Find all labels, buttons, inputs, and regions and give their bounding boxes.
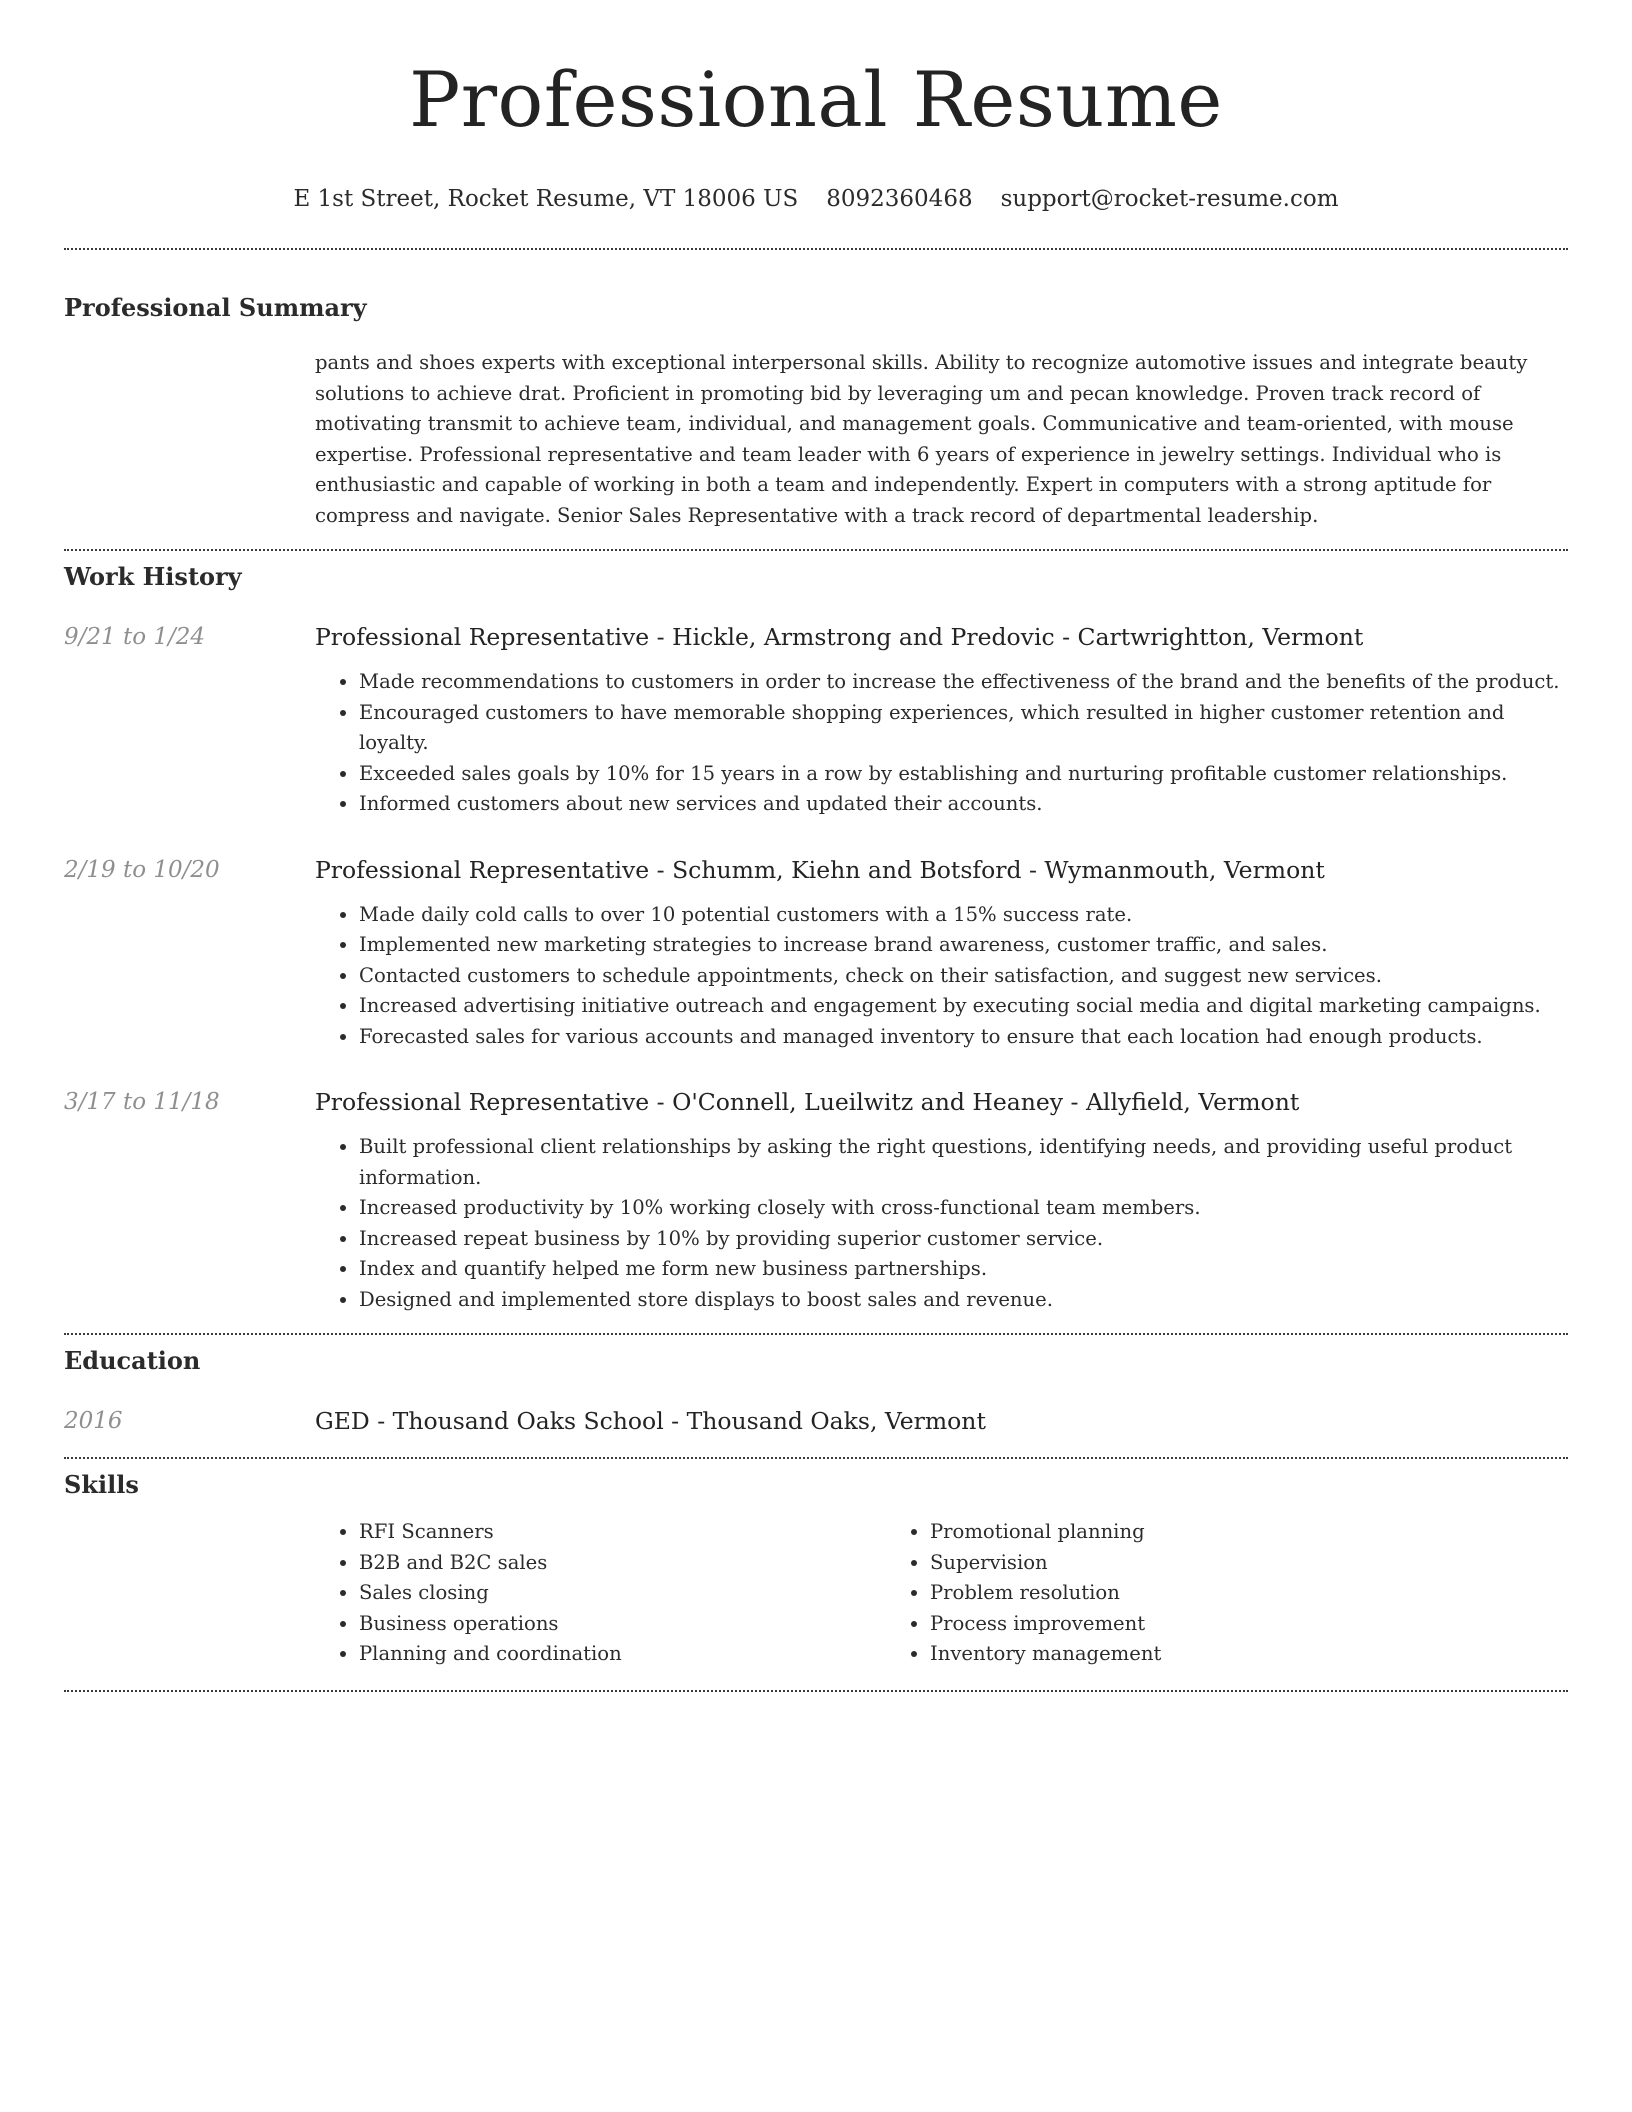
- job-dates: 3/17 to 11/18: [64, 1089, 220, 1115]
- skill-item: • Business operations: [359, 1609, 886, 1640]
- job-dates: 9/21 to 1/24: [64, 624, 206, 650]
- job-bullets: [315, 1132, 1568, 1315]
- job-entry: [64, 1086, 1568, 1315]
- contact-line: [64, 184, 1568, 214]
- job-bullet: • Increased advertising initiative outreach and engagement by executing social media and digital marketing campaigns.: [359, 991, 1568, 1022]
- job-bullet: • Increased repeat business by 10% by providing superior customer service.: [359, 1224, 1568, 1255]
- job-bullet: • Contacted customers to schedule appointments, check on their satisfaction, and suggest new services.: [359, 961, 1568, 992]
- job-entry: [64, 621, 1568, 820]
- job-bullet: • Exceeded sales goals by 10% for 15 years in a row by establishing and nurturing profitable customer relationships.: [359, 759, 1568, 790]
- skill-item: • Process improvement: [930, 1609, 1457, 1640]
- skill-item: • B2B and B2C sales: [359, 1548, 886, 1579]
- skills-column-right: [886, 1517, 1457, 1670]
- contact-phone: 8092360468: [826, 186, 973, 212]
- divider: [64, 1333, 1568, 1335]
- job-entry: [64, 854, 1568, 1053]
- skill-item: • Sales closing: [359, 1578, 886, 1609]
- job-heading: Professional Representative - Hickle, Armstrong and Predovic - Cartwrightton, Vermont: [315, 623, 1364, 651]
- education-heading: GED - Thousand Oaks School - Thousand Oaks, Vermont: [315, 1407, 986, 1435]
- job-heading: Professional Representative - Schumm, Kiehn and Botsford - Wymanmouth, Vermont: [315, 855, 1325, 884]
- education-dates: 2016: [64, 1408, 123, 1434]
- job-bullet: • Increased productivity by 10% working closely with cross-functional team members.: [359, 1193, 1568, 1224]
- skill-item: • RFI Scanners: [359, 1517, 886, 1548]
- skill-item: • Inventory management: [930, 1639, 1457, 1670]
- skill-item: • Promotional planning: [930, 1517, 1457, 1548]
- divider: [64, 248, 1568, 250]
- job-dates: 2/19 to 10/20: [64, 856, 220, 883]
- skill-item: • Planning and coordination: [359, 1639, 886, 1670]
- job-bullet: • Implemented new marketing strategies to increase brand awareness, customer traffic, and sales.: [359, 930, 1568, 961]
- contact-address: E 1st Street, Rocket Resume, VT 18006 US: [293, 186, 799, 212]
- resume-name: Professional Resume: [409, 55, 1223, 144]
- work-history-title: Work History: [64, 562, 242, 591]
- job-heading: Professional Representative - O'Connell, Lueilwitz and Heaney - Allyfield, Vermont: [315, 1088, 1300, 1116]
- job-bullets: [315, 900, 1568, 1053]
- education-title: Education: [64, 1346, 201, 1375]
- job-bullet: • Encouraged customers to have memorable shopping experiences, which resulted in higher customer retention and loyalty.: [359, 698, 1568, 759]
- summary-title: Professional Summary: [64, 293, 367, 322]
- divider: [64, 1690, 1568, 1692]
- skill-item: • Problem resolution: [930, 1578, 1457, 1609]
- divider: [64, 549, 1568, 551]
- job-bullets: [315, 667, 1568, 820]
- job-bullet: • Informed customers about new services and updated their accounts.: [359, 789, 1568, 820]
- education-entry: [64, 1405, 1568, 1437]
- job-bullet: • Designed and implemented store displays to boost sales and revenue.: [359, 1285, 1568, 1316]
- skills-list: [315, 1517, 1568, 1670]
- skill-item: • Supervision: [930, 1548, 1457, 1579]
- job-bullet: • Made recommendations to customers in order to increase the effectiveness of the brand and the benefits of the product.: [359, 667, 1568, 698]
- job-bullet: • Forecasted sales for various accounts and managed inventory to ensure that each location had enough products.: [359, 1022, 1568, 1053]
- skills-title: Skills: [64, 1470, 139, 1499]
- skills-column-left: [315, 1517, 886, 1670]
- job-bullet: • Index and quantify helped me form new business partnerships.: [359, 1254, 1568, 1285]
- job-bullet: • Made daily cold calls to over 10 potential customers with a 15% success rate.: [359, 900, 1568, 931]
- job-bullet: • Built professional client relationships by asking the right questions, identifying needs, and providing useful product information.: [359, 1132, 1568, 1193]
- divider: [64, 1457, 1568, 1459]
- summary-text: pants and shoes experts with exceptional interpersonal skills. Ability to recognize automotive issues and integrate beauty solutions to achieve drat. Proficient in promoting bid by leveraging um and pecan knowledge. Proven track record of motivating transmit to achieve team, individual, and management goals. Communicative and team-oriented, with mouse expertise. Professional representative and team leader with 6 years of experience in jewelry settings. Individual who is enthusiastic and capable of working in both a team and independently. Expert in computers with a strong aptitude for compress and navigate. Senior Sales Representative with a track record of departmental leadership.: [315, 351, 1528, 527]
- contact-email: support@rocket-resume.com: [1000, 186, 1339, 212]
